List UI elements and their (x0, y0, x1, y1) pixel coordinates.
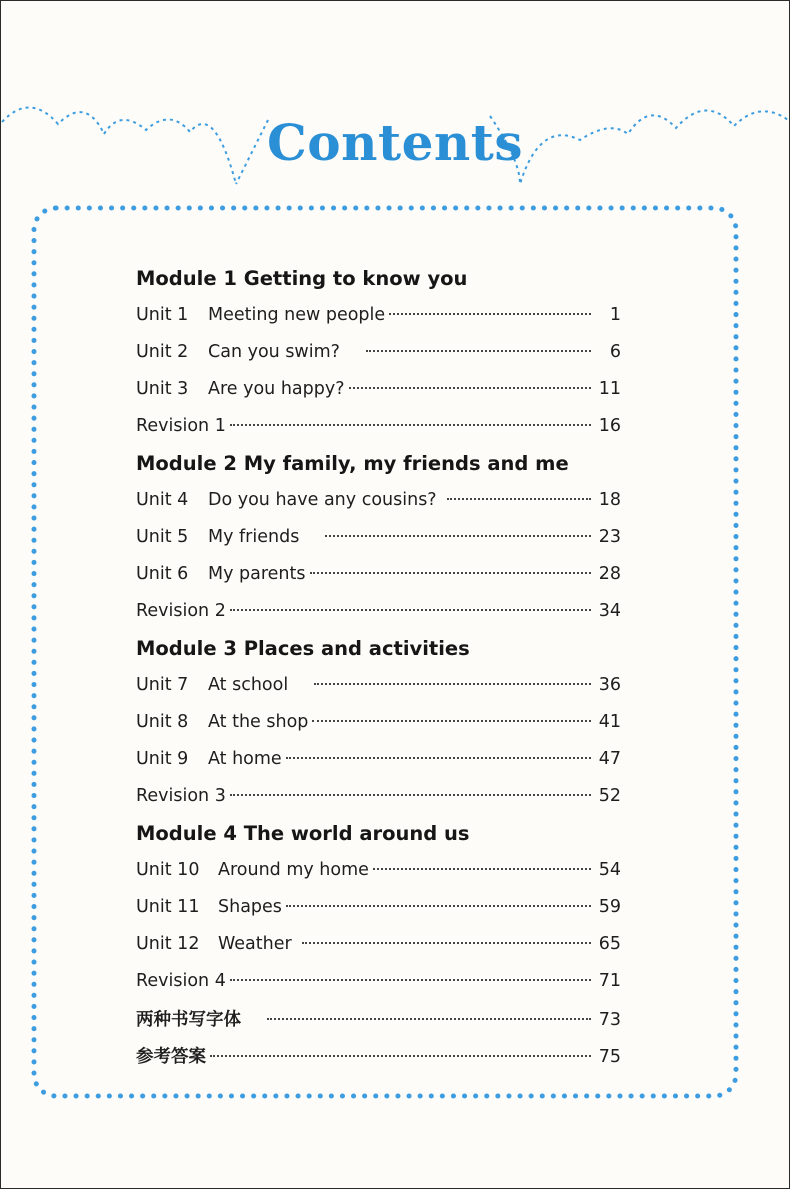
toc-entry[interactable] (136, 889, 621, 926)
entry-number: Unit 6 (136, 564, 189, 584)
entry-page: 23 (598, 527, 621, 547)
page-title: Contents (266, 113, 523, 172)
module-heading: Module 4 The world around us (136, 822, 470, 845)
entry-number: Unit 2 (136, 342, 189, 362)
entry-page: 73 (598, 1010, 621, 1030)
toc-entry[interactable] (136, 482, 621, 519)
entry-number: Unit 5 (136, 527, 189, 547)
entry-title: Shapes (218, 897, 282, 917)
toc-entry[interactable] (136, 334, 621, 371)
entry-title: Can you swim? (208, 342, 340, 362)
entry-title: 两种书写字体 (136, 1010, 241, 1030)
dot-leader (325, 535, 591, 537)
entry-page: 52 (598, 786, 621, 806)
entry-number: Unit 9 (136, 749, 189, 769)
entry-page: 16 (598, 416, 621, 436)
entry-page: 71 (598, 971, 621, 991)
toc-entry[interactable] (136, 963, 621, 1000)
dot-leader (230, 609, 591, 611)
module-heading: Module 1 Getting to know you (136, 267, 468, 290)
entry-title: At the shop (208, 712, 309, 732)
entry-number: Unit 11 (136, 897, 200, 917)
toc-entry[interactable] (136, 519, 621, 556)
entry-title: Are you happy? (208, 379, 345, 399)
entry-page: 41 (598, 712, 621, 732)
toc-entry[interactable] (136, 371, 621, 408)
entry-title: At school (208, 675, 289, 695)
toc-entry[interactable] (136, 667, 621, 704)
dot-leader (286, 905, 591, 907)
entry-page: 18 (598, 490, 621, 510)
dot-leader (210, 1055, 591, 1057)
toc-entry[interactable] (136, 1002, 621, 1039)
dot-leader (389, 313, 591, 315)
dot-leader (230, 979, 591, 981)
dot-leader (310, 572, 592, 574)
entry-title: Meeting new people (208, 305, 386, 325)
entry-title: My friends (208, 527, 300, 547)
dot-leader (312, 720, 591, 722)
toc-entry[interactable] (136, 297, 621, 334)
entry-page: 65 (598, 934, 621, 954)
table-of-contents (136, 260, 621, 1076)
module-heading: Module 2 My family, my friends and me (136, 452, 569, 475)
entry-page: 75 (598, 1047, 621, 1067)
entry-page: 6 (609, 342, 621, 362)
entry-number: Unit 1 (136, 305, 189, 325)
entry-number: Revision 3 (136, 786, 226, 806)
toc-entry[interactable] (136, 741, 621, 778)
entry-title: 参考答案 (136, 1047, 206, 1067)
entry-title: Weather (218, 934, 292, 954)
dot-leader (349, 387, 591, 389)
entry-page: 54 (598, 860, 621, 880)
entry-number: Unit 4 (136, 490, 189, 510)
entry-page: 47 (598, 749, 621, 769)
entry-number: Revision 1 (136, 416, 226, 436)
toc-entry[interactable] (136, 704, 621, 741)
dot-leader (230, 424, 591, 426)
dot-leader (230, 794, 591, 796)
entry-page: 36 (598, 675, 621, 695)
entry-page: 34 (598, 601, 621, 621)
entry-title: My parents (208, 564, 306, 584)
dot-leader (286, 757, 591, 759)
toc-entry[interactable] (136, 778, 621, 815)
entry-number: Unit 8 (136, 712, 189, 732)
entry-number: Unit 10 (136, 860, 200, 880)
toc-entry[interactable] (136, 408, 621, 445)
entry-number: Unit 7 (136, 675, 189, 695)
entry-number: Revision 2 (136, 601, 226, 621)
entry-title: Do you have any cousins? (208, 490, 437, 510)
dot-leader (366, 350, 591, 352)
module-heading: Module 3 Places and activities (136, 637, 470, 660)
dot-leader (447, 498, 591, 500)
toc-entry[interactable] (136, 1039, 621, 1076)
entry-page: 28 (598, 564, 621, 584)
entry-number: Unit 3 (136, 379, 189, 399)
entry-page: 11 (598, 379, 621, 399)
entry-number: Revision 4 (136, 971, 226, 991)
dot-leader (373, 868, 591, 870)
toc-entry[interactable] (136, 593, 621, 630)
dot-leader (314, 683, 591, 685)
entry-title: Around my home (218, 860, 369, 880)
toc-entry[interactable] (136, 556, 621, 593)
entry-page: 59 (598, 897, 621, 917)
toc-entry[interactable] (136, 852, 621, 889)
toc-entry[interactable] (136, 926, 621, 963)
entry-number: Unit 12 (136, 934, 200, 954)
dot-leader (302, 942, 591, 944)
dot-leader (267, 1018, 591, 1020)
entry-page: 1 (609, 305, 621, 325)
entry-title: At home (208, 749, 282, 769)
